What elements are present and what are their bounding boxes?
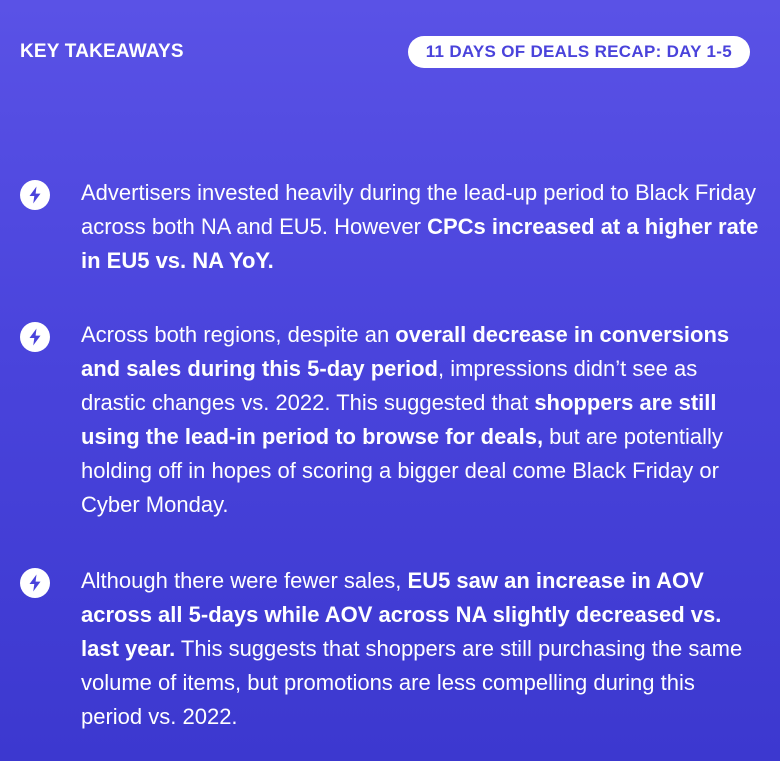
takeaway-bold-segment: overall decrease in conversions and sales during this 5-day period (81, 322, 730, 381)
lightning-bolt-icon (20, 322, 50, 352)
takeaway-bold-segment: EU5 saw an increase in AOV across all 5-days while AOV across NA slightly decreased vs. last year. (81, 568, 722, 661)
lightning-bolt-icon (20, 180, 50, 210)
takeaway-item (20, 176, 760, 278)
takeaway-segment: Although there were fewer sales, (81, 568, 408, 593)
lightning-bolt-icon (20, 568, 50, 598)
section-label: KEY TAKEAWAYS (20, 41, 184, 62)
takeaway-text (81, 564, 760, 734)
header (20, 36, 750, 68)
takeaway-item (20, 564, 760, 734)
takeaway-text (81, 176, 760, 278)
takeaway-segment: Across both regions, despite an (81, 322, 396, 347)
takeaway-bold-segment: shoppers are still using the lead-in period to browse for deals, (81, 390, 717, 449)
recap-badge: 11 DAYS OF DEALS RECAP: DAY 1-5 (408, 36, 750, 68)
takeaway-bold-segment: CPCs increased at a higher rate in EU5 vs. NA YoY. (81, 214, 759, 273)
takeaway-segment: This suggests that shoppers are still purchasing the same volume of items, but promotions are less compelling during this period vs. 2022. (81, 636, 743, 729)
takeaway-segment: Advertisers invested heavily during the lead-up period to Black Friday across both NA and EU5. However (81, 180, 757, 239)
takeaway-segment: , impressions didn’t see as drastic changes vs. 2022. This suggested that (81, 356, 698, 415)
takeaway-item (20, 318, 760, 522)
takeaway-segment: but are potentially holding off in hopes of scoring a bigger deal come Black Friday or Cyber Monday. (81, 424, 723, 517)
takeaway-text (81, 318, 760, 522)
